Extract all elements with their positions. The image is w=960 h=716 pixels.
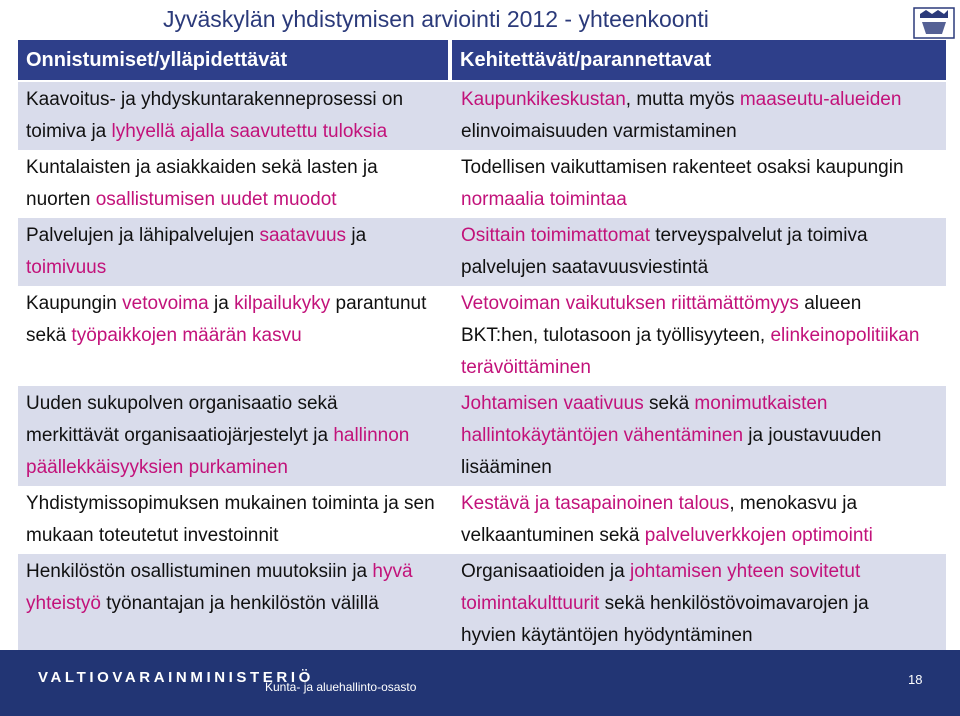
department-name: Kunta- ja aluehallinto-osasto	[265, 680, 417, 694]
improvement-cell	[461, 84, 945, 148]
improvement-cell	[461, 488, 945, 552]
cell-line	[461, 620, 945, 652]
cell-line	[461, 452, 945, 484]
header-successes: Onnistumiset/ylläpidettävät	[18, 40, 448, 80]
text-segment: palvelujen saatavuusviestintä	[461, 257, 709, 278]
highlighted-text: monimutkaisten	[694, 393, 828, 414]
highlighted-text: hallinnon	[333, 425, 410, 446]
text-segment: alueen	[798, 293, 862, 314]
success-cell	[26, 288, 451, 352]
text-segment: Kuntalaisten ja asiakkaiden sekä lasten ja	[26, 157, 378, 178]
cell-line	[26, 420, 451, 452]
text-segment: nuorten	[26, 189, 96, 210]
text-segment: lisääminen	[461, 457, 552, 478]
highlighted-text: maaseutu-alueiden	[739, 89, 902, 110]
highlighted-text: toimintakulttuurit	[461, 593, 600, 614]
cell-line	[26, 556, 451, 588]
cell-line	[461, 220, 945, 252]
highlighted-text: palveluverkkojen optimointi	[644, 525, 873, 546]
text-segment: työnantajan ja henkilöstön välillä	[100, 593, 379, 614]
highlighted-text: päällekkäisyyksien purkaminen	[26, 457, 288, 478]
table-row	[18, 486, 946, 554]
success-cell	[26, 84, 451, 148]
cell-line	[461, 488, 945, 520]
text-segment: toimiva ja	[26, 121, 112, 142]
cell-line	[26, 220, 451, 252]
highlighted-text: Johtamisen vaativuus	[461, 393, 644, 414]
cell-line	[461, 84, 945, 116]
text-segment: sekä	[643, 393, 695, 414]
cell-line	[461, 320, 945, 352]
text-segment: BKT:hen, tulotasoon ja työllisyyteen,	[461, 325, 771, 346]
cell-line	[461, 252, 945, 284]
text-segment: Organisaatioiden ja	[461, 561, 630, 582]
text-segment: ja joustavuuden	[743, 425, 882, 446]
text-segment: Todellisen vaikuttamisen rakenteet osaksi kaupungin	[461, 157, 904, 178]
text-segment: velkaantuminen sekä	[461, 525, 645, 546]
cell-line	[26, 184, 451, 216]
highlighted-text: hallintokäytäntöjen vähentäminen	[461, 425, 744, 446]
cell-line	[461, 288, 945, 320]
cell-line	[26, 288, 451, 320]
cell-line	[461, 420, 945, 452]
text-segment: Uuden sukupolven organisaatio sekä	[26, 393, 338, 414]
cell-line	[461, 588, 945, 620]
table-row	[18, 286, 946, 386]
text-segment: merkittävät organisaatiojärjestelyt ja	[26, 425, 334, 446]
text-segment: Henkilöstön osallistuminen muutoksiin ja	[26, 561, 373, 582]
text-segment: Kaavoitus- ja yhdyskuntarakenneprosessi on	[26, 89, 404, 110]
highlighted-text: elinkeinopolitiikan	[770, 325, 920, 346]
highlighted-text: lyhyellä ajalla saavutettu tuloksia	[111, 121, 388, 142]
page-number: 18	[908, 672, 923, 687]
improvement-cell	[461, 556, 945, 652]
text-segment: mukaan toteutetut investoinnit	[26, 525, 279, 546]
improvement-cell	[461, 152, 945, 216]
cell-line	[26, 588, 451, 620]
table-row	[18, 386, 946, 486]
cell-line	[26, 452, 451, 484]
improvement-cell	[461, 388, 945, 484]
highlighted-text: toimivuus	[26, 257, 107, 278]
highlighted-text: Kaupunkikeskustan	[461, 89, 626, 110]
highlighted-text: terävöittäminen	[461, 357, 591, 378]
improvement-cell	[461, 220, 945, 284]
cell-line	[461, 116, 945, 148]
highlighted-text: osallistumisen uudet muodot	[95, 189, 337, 210]
cell-line	[461, 520, 945, 552]
cell-line	[461, 388, 945, 420]
text-segment: terveyspalvelut ja toimiva	[650, 225, 868, 246]
cell-line	[26, 152, 451, 184]
highlighted-text: Vetovoiman vaikutuksen riittämättömyys	[461, 293, 799, 314]
text-segment: , menokasvu ja	[729, 493, 858, 514]
header-improvements: Kehitettävät/parannettavat	[452, 40, 946, 80]
success-cell	[26, 388, 451, 484]
improvement-cell	[461, 288, 945, 384]
highlighted-text: Osittain toimimattomat	[461, 225, 650, 246]
cell-line	[26, 84, 451, 116]
text-segment: , mutta myös	[625, 89, 740, 110]
page-title: Jyväskylän yhdistymisen arviointi 2012 - yhteenkoonti	[163, 6, 709, 32]
text-segment: elinvoimaisuuden varmistaminen	[461, 121, 737, 142]
success-cell	[26, 556, 451, 620]
table-row	[18, 218, 946, 286]
cell-line	[461, 352, 945, 384]
highlighted-text: vetovoima	[122, 293, 209, 314]
highlighted-text: normaalia toimintaa	[461, 189, 627, 210]
cell-line	[26, 520, 451, 552]
cell-line	[461, 152, 945, 184]
text-segment: hyvien käytäntöjen hyödyntäminen	[461, 625, 753, 646]
text-segment: Palvelujen ja lähipalvelujen	[26, 225, 260, 246]
table-row	[18, 82, 946, 150]
text-segment: sekä henkilöstövoimavarojen ja	[599, 593, 869, 614]
text-segment: sekä	[26, 325, 72, 346]
cell-line	[26, 252, 451, 284]
highlighted-text: johtamisen yhteen sovitetut	[630, 561, 861, 582]
text-segment: Kaupungin	[26, 293, 123, 314]
cell-line	[461, 184, 945, 216]
cell-line	[26, 116, 451, 148]
cell-line	[26, 320, 451, 352]
highlighted-text: yhteistyö	[26, 593, 101, 614]
ministry-name: VALTIOVARAINMINISTERIÖ	[38, 669, 314, 686]
text-segment: ja	[208, 293, 235, 314]
success-cell	[26, 152, 451, 216]
table-row	[18, 554, 946, 654]
cell-line	[26, 488, 451, 520]
highlighted-text: kilpailukyky	[234, 293, 331, 314]
lion-emblem-icon	[912, 4, 956, 42]
success-cell	[26, 220, 451, 284]
highlighted-text: työpaikkojen määrän kasvu	[71, 325, 302, 346]
table-row	[18, 150, 946, 218]
text-segment: parantunut	[330, 293, 427, 314]
text-segment: Yhdistymissopimuksen mukainen toiminta ja sen	[26, 493, 435, 514]
cell-line	[461, 556, 945, 588]
highlighted-text: hyvä	[372, 561, 413, 582]
highlighted-text: Kestävä ja tasapainoinen talous	[461, 493, 730, 514]
highlighted-text: saatavuus	[259, 225, 347, 246]
success-cell	[26, 488, 451, 552]
text-segment: ja	[346, 225, 367, 246]
cell-line	[26, 388, 451, 420]
